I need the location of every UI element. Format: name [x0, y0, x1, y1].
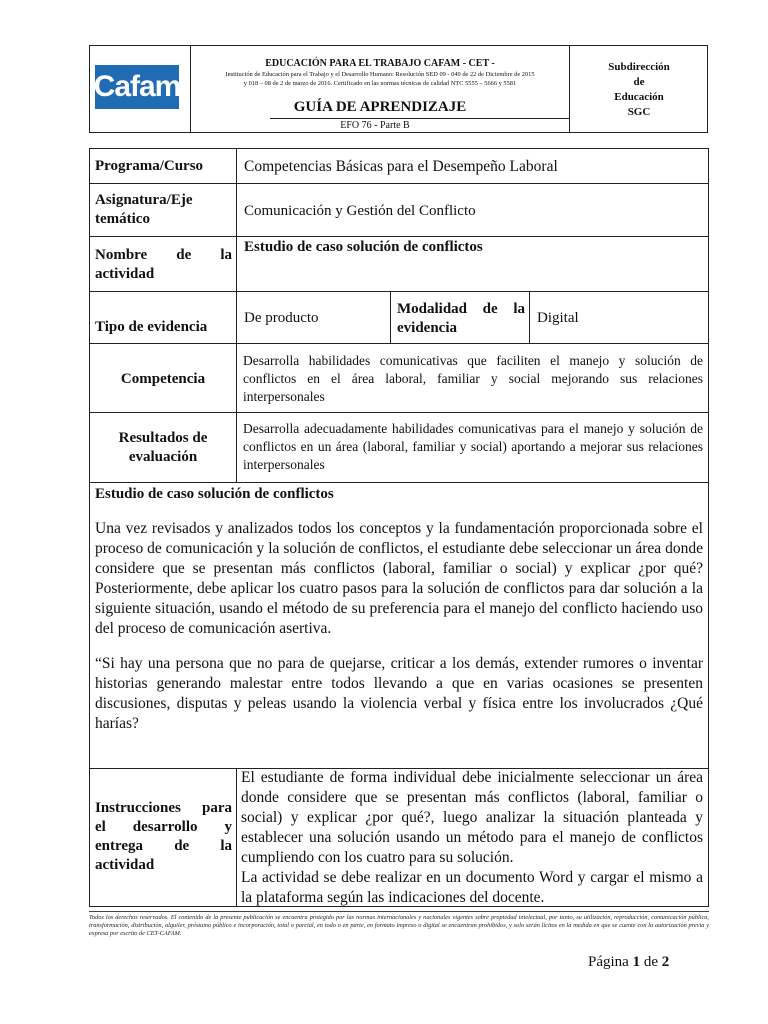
page-word: Página: [588, 954, 629, 970]
page-number: [588, 953, 669, 972]
tipo-value: De producto: [244, 310, 319, 326]
instructions-label: [95, 799, 232, 875]
right-line-4: SGC: [627, 106, 651, 118]
competencia-label: Competencia: [120, 371, 206, 387]
nombre-label-word-1: Nombre: [95, 247, 148, 263]
modalidad-value: Digital: [537, 310, 579, 326]
asignatura-label: [95, 191, 193, 229]
right-line-1: Subdirección: [608, 61, 670, 73]
instructions-label-word-1: Instrucciones: [95, 800, 181, 816]
instructions-label-word-7: de: [174, 838, 190, 854]
resultados-label-line-2: evaluación: [128, 449, 198, 465]
instructions-text-1: El estudiante de forma individual debe inicialmente seleccionar un área donde considere que se presentan más conflictos (laboral, familiar o social) y explicar ¿por qué?, luego analizar la situación planteada y establecer una solución usando un método para el manejo de conflictos cumpliendo con los cuatro para su solución.: [241, 769, 703, 866]
nombre-label-word-2: de: [176, 247, 192, 263]
competencia-value: Desarrolla habilidades comunicativas que faciliten el manejo y solución de conflictos en el área laboral, familiar y social mejorando sus relaciones interpersonales: [243, 353, 703, 404]
tipo-label: Tipo de evidencia: [95, 319, 208, 335]
instructions-label-line-4: actividad: [95, 857, 155, 873]
rights-notice: Todos los derechos reservados. El contenido de la presente publicación se encuentra protegido por las normas internacionales y nacionales vigentes sobre propiedad intelectual, por tanto, su utilización, reproducción, comunicación pública, transformación, distribución, alquiler, préstamo público e incorporación, total o parcial, en todo o en parte, en formato impreso o digital se encuentran prohibidos, y solo serán lícitos en la medida en que se cuente con la autorización previa y expresa por escrito de CET-CAFAM.: [89, 914, 709, 937]
page-current: 1: [632, 954, 641, 970]
page-total: 2: [661, 954, 670, 970]
asignatura-label-line-1: Asignatura/Eje: [95, 192, 193, 208]
instructions-text-2: La actividad se debe realizar en un documento Word y cargar el mismo a la plataforma según las indicaciones del docente.: [241, 869, 703, 906]
nombre-value: Estudio de caso solución de conflictos: [244, 239, 483, 255]
case-paragraph-2: “Si hay una persona que no para de quejarse, criticar a los demás, extender rumores o inventar historias generando malestar entre todos llevando a que en varias ocasiones se presenten discusiones, disputas y peleas usando la violencia verbal y física entre los involucrados ¿Qué harías?: [95, 655, 703, 732]
institution-line-1: Institución de Educación para el Trabajo y el Desarrollo Humano: Resolución SED 09 - 049 de 22 de Diciembre de 2015: [225, 71, 535, 78]
modalidad-label-line-2: evidencia: [397, 320, 457, 336]
instructions-label-word-6: entrega: [95, 838, 144, 854]
modalidad-label: [397, 300, 525, 338]
modalidad-label-line-1: Modalidad de la: [397, 301, 525, 317]
document-code: EFO 76 - Parte B: [340, 120, 410, 131]
instructions-label-word-5: y: [224, 819, 232, 835]
nombre-label-word-3: la: [220, 247, 232, 263]
programa-label: Programa/Curso: [95, 158, 204, 174]
header-title: EDUCACIÓN PARA EL TRABAJO CAFAM - CET -: [265, 58, 495, 69]
nombre-label-line-2: actividad: [95, 266, 155, 282]
resultados-label-line-1: Resultados de: [118, 430, 208, 446]
asignatura-value: Comunicación y Gestión del Conflicto: [244, 203, 476, 219]
instructions-label-word-2: para: [202, 800, 232, 816]
nombre-label: [95, 246, 232, 284]
right-line-2: de: [633, 76, 645, 88]
resultados-value: Desarrolla adecuadamente habilidades comunicativas para el manejo y solución de conflictos en un área (laboral, familiar y social) aportando a mejorar sus relaciones interpersonales: [243, 421, 703, 472]
case-paragraph-1: Una vez revisados y analizados todos los conceptos y la fundamentación proporcionada sobre el proceso de comunicación y la solución de conflictos, el estudiante debe seleccionar un área donde considere que se presentan más conflictos (laboral, familiar o social) y explicar ¿por qué? Posteriormente, debe aplicar los cuatro pasos para la solución de conflictos para dar solución a la siguiente situación, usando el método de su preferencia para el manejo del conflicto haciendo uso del proceso de comunicación asertiva.: [95, 520, 703, 637]
resultados-label: [89, 429, 237, 467]
logo-text: Cafam: [93, 70, 181, 103]
cafam-logo: [95, 65, 179, 109]
instructions-label-word-4: desarrollo: [132, 819, 198, 835]
footer-rule: [89, 911, 709, 912]
subdireccion-label: [570, 60, 708, 120]
instructions-label-word-8: la: [220, 838, 232, 854]
page-of: de: [643, 954, 658, 970]
guide-title: GUÍA DE APRENDIZAJE: [293, 99, 467, 115]
case-study-title: Estudio de caso solución de conflictos: [95, 486, 334, 502]
asignatura-label-line-2: temático: [95, 211, 150, 227]
institution-line-2: y 018 – 08 de 2 de marzo de 2016. Certificado en las normas técnicas de calidad NTC 5555 – 5666 y 5581: [243, 80, 517, 87]
programa-value: Competencias Básicas para el Desempeño Laboral: [244, 158, 558, 175]
instructions-label-word-3: el: [95, 819, 106, 835]
right-line-3: Educación: [614, 91, 664, 103]
